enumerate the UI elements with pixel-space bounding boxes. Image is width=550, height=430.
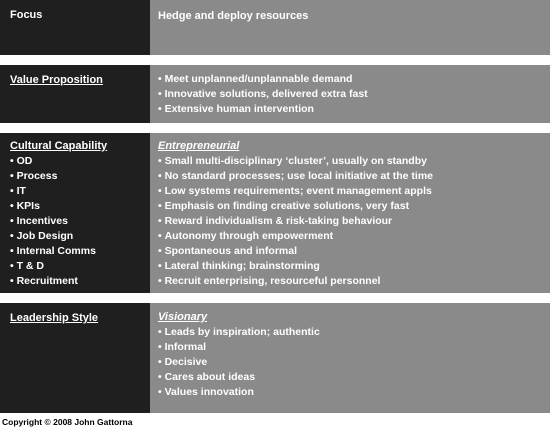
value-proposition-list — [158, 72, 542, 117]
leadership-style-label: Leadership Style — [10, 312, 99, 324]
list-item: • Incentives — [10, 214, 140, 229]
leadership-style-list — [158, 325, 542, 400]
list-item: • Spontaneous and informal — [158, 244, 542, 259]
list-item: • Leads by inspiration; authentic — [158, 325, 542, 340]
value-proposition-label-box — [0, 65, 150, 123]
list-item: • OD — [10, 154, 140, 169]
list-item: • Values innovation — [158, 385, 542, 400]
cultural-capability-subtitle: Entrepreneurial — [158, 140, 240, 152]
cultural-capability-label: Cultural Capability — [10, 140, 108, 152]
leadership-style-content-box — [150, 303, 550, 413]
focus-content-box — [150, 0, 550, 55]
list-item: • Recruit enterprising, resourceful personnel — [158, 274, 542, 289]
list-item: • Extensive human intervention — [158, 102, 542, 117]
value-proposition-label: Value Proposition — [10, 74, 103, 86]
list-item: • Emphasis on finding creative solutions, very fast — [158, 199, 542, 214]
focus-label: Focus — [10, 9, 43, 21]
list-item: • Decisive — [158, 355, 542, 370]
list-item: • Autonomy through empowerment — [158, 229, 542, 244]
cultural-capability-list — [158, 154, 542, 289]
list-item: • Meet unplanned/unplannable demand — [158, 72, 542, 87]
list-item: • IT — [10, 184, 140, 199]
focus-label-box — [0, 0, 150, 55]
list-item: • Job Design — [10, 229, 140, 244]
cultural-capability-left-list — [10, 154, 140, 289]
cultural-capability-label-box — [0, 133, 150, 293]
list-item: • Innovative solutions, delivered extra fast — [158, 87, 542, 102]
cultural-capability-content-box — [150, 133, 550, 293]
copyright-notice: Copyright © 2008 John Gattorna — [2, 417, 133, 427]
focus-text: Hedge and deploy resources — [158, 10, 309, 22]
list-item: • Process — [10, 169, 140, 184]
list-item: • Recruitment — [10, 274, 140, 289]
list-item: • Low systems requirements; event management appls — [158, 184, 542, 199]
leadership-style-subtitle: Visionary — [158, 311, 208, 323]
leadership-style-label-box — [0, 303, 150, 413]
list-item: • Lateral thinking; brainstorming — [158, 259, 542, 274]
list-item: • KPIs — [10, 199, 140, 214]
list-item: • No standard processes; use local initiative at the time — [158, 169, 542, 184]
list-item: • Small multi-disciplinary ‘cluster’, usually on standby — [158, 154, 542, 169]
list-item: • T & D — [10, 259, 140, 274]
list-item: • Cares about ideas — [158, 370, 542, 385]
list-item: • Informal — [158, 340, 542, 355]
list-item: • Reward individualism & risk-taking behaviour — [158, 214, 542, 229]
value-proposition-content-box — [150, 65, 550, 123]
list-item: • Internal Comms — [10, 244, 140, 259]
